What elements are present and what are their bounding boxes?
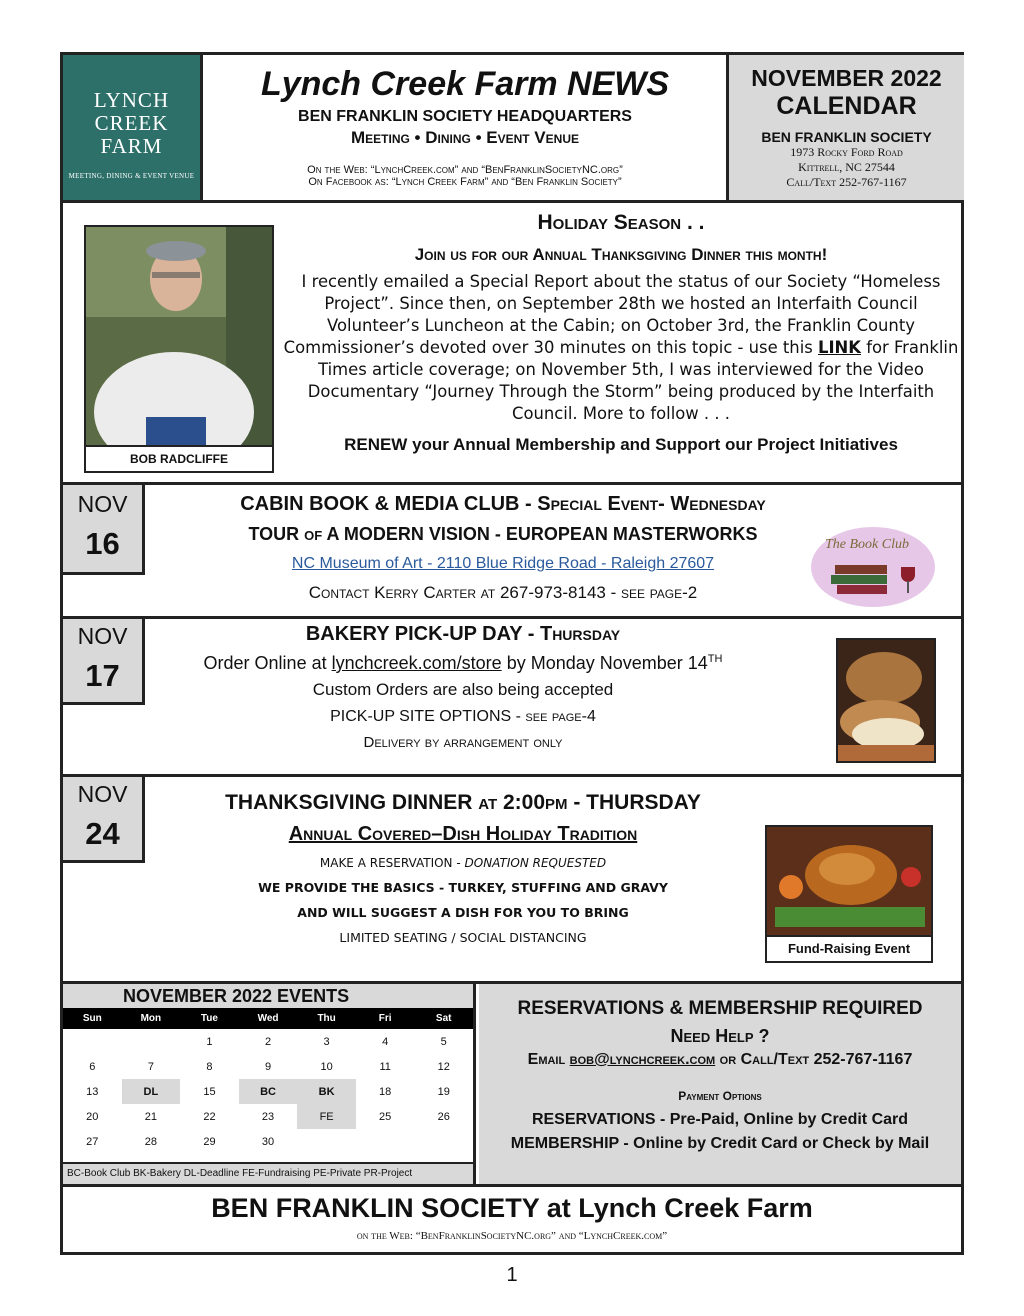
- holiday-heading: Holiday Season . .: [537, 211, 705, 234]
- weekday-4: Thu: [317, 1013, 336, 1024]
- reservations-heading: RESERVATIONS & MEMBERSHIP REQUIRED: [517, 998, 923, 1019]
- footer-title: BEN FRANKLIN SOCIETY at Lynch Creek Farm: [211, 1193, 813, 1223]
- divider: [63, 482, 961, 485]
- dish-note: AND WILL SUGGEST A DISH FOR YOU TO BRING: [297, 905, 629, 920]
- thanksgiving-invite: Join us for our Annual Thanksgiving Dinner this month!: [414, 245, 828, 264]
- weekday-5: Fri: [378, 1013, 392, 1024]
- newsletter-title: Lynch Creek Farm NEWS: [260, 65, 670, 103]
- newsletter-page: [60, 52, 964, 1255]
- facebook-links[interactable]: On Facebook as: “Lynch Creek Farm” and “Ben Franklin Society”: [308, 176, 622, 188]
- museum-link[interactable]: NC Museum of Art - 2110 Blue Ridge Road - Raleigh 27607: [291, 555, 715, 572]
- calendar-day: [414, 1129, 473, 1154]
- calendar-day[interactable]: 4: [382, 1035, 389, 1048]
- email-link[interactable]: bob@lynchcreek.com: [569, 1051, 716, 1068]
- weekday-header: [63, 1008, 473, 1029]
- date-nov-16: NOV 16: [63, 485, 145, 575]
- calendar-day[interactable]: 11: [379, 1060, 391, 1073]
- fund-raising-caption: Fund-Raising Event: [767, 935, 931, 961]
- turkey-photo: [765, 825, 933, 963]
- tour-title: TOUR of A MODERN VISION - EUROPEAN MASTERWORKS: [248, 524, 758, 544]
- photo-caption: BOB RADCLIFFE: [86, 445, 272, 471]
- book-club-logo: The Book Club: [809, 525, 937, 609]
- page-number: 1: [506, 1264, 518, 1286]
- address-line1: 1973 Rocky Ford Road: [790, 145, 903, 159]
- bread-photo: [836, 638, 936, 763]
- weekday-2: Tue: [200, 1013, 218, 1024]
- calendar-day[interactable]: BK: [297, 1079, 356, 1104]
- weekday-0: Sun: [82, 1013, 102, 1024]
- order-online: Order Online at lynchcreek.com/store by Monday November 14TH: [203, 653, 723, 673]
- calendar-week: [63, 1079, 473, 1104]
- calendar-day[interactable]: 1: [206, 1035, 213, 1048]
- calendar-week: [63, 1029, 473, 1054]
- calendar-day[interactable]: BC: [239, 1079, 298, 1104]
- calendar-day[interactable]: 6: [89, 1060, 96, 1073]
- need-help: Need Help ?: [670, 1026, 770, 1046]
- masthead: [206, 55, 724, 200]
- contact-line: Email bob@lynchcreek.com or Call/Text 252-767-1167: [527, 1051, 913, 1068]
- covered-dish-tradition: Annual Covered–Dish Holiday Tradition: [288, 823, 638, 845]
- thanksgiving-title: THANKSGIVING DINNER at 2:00pm - THURSDAY: [225, 791, 701, 814]
- divider: [63, 200, 961, 203]
- calendar-day[interactable]: 30: [261, 1135, 275, 1148]
- calendar-day[interactable]: 29: [203, 1135, 216, 1148]
- calendar-day[interactable]: 25: [379, 1110, 392, 1123]
- calendar-day[interactable]: 8: [206, 1060, 213, 1073]
- calendar-day[interactable]: 18: [379, 1085, 392, 1098]
- calendar-header: [726, 55, 964, 200]
- calendar-day: [297, 1129, 356, 1154]
- membership-payment: MEMBERSHIP - Online by Credit Card or Check by Mail: [510, 1135, 930, 1152]
- bakery-title: BAKERY PICK-UP DAY - Thursday: [305, 623, 621, 645]
- weekday-6: Sat: [435, 1013, 452, 1024]
- article-link[interactable]: LINK: [818, 338, 861, 357]
- calendar-grid: [63, 1008, 473, 1154]
- calendar-label: CALENDAR: [776, 92, 917, 120]
- divider: [63, 616, 961, 619]
- calendar-day[interactable]: 23: [261, 1110, 275, 1123]
- calendar-day[interactable]: 3: [323, 1035, 330, 1048]
- reservations-panel: [479, 984, 961, 1184]
- divider: [63, 774, 961, 777]
- custom-orders: Custom Orders are also being accepted: [312, 680, 614, 699]
- calendar-day: [122, 1029, 181, 1054]
- date-nov-24: NOV 24: [63, 777, 145, 863]
- phone-line: Call/Text 252-767-1167: [786, 175, 907, 189]
- store-link[interactable]: lynchcreek.com/store: [331, 653, 502, 673]
- renew-membership: RENEW your Annual Membership and Support our Project Initiatives: [344, 435, 898, 454]
- weekday-3: Wed: [257, 1013, 279, 1024]
- portrait-image: [86, 227, 272, 445]
- calendar-title: NOVEMBER 2022 EVENTS: [63, 984, 473, 1008]
- reservation-note: MAKE A RESERVATION - DONATION REQUESTED: [319, 856, 607, 870]
- lynch-creek-farm-logo: LYNCH CREEK FARM MEETING, DINING & EVENT VENUE: [63, 55, 203, 200]
- calendar-day: [356, 1129, 415, 1154]
- calendar-day[interactable]: 15: [203, 1085, 216, 1098]
- calendar-day[interactable]: 12: [437, 1060, 450, 1073]
- calendar-day[interactable]: FE: [297, 1104, 356, 1129]
- calendar-day[interactable]: DL: [122, 1079, 181, 1104]
- delivery-note: Delivery by arrangement only: [363, 734, 563, 751]
- calendar-day[interactable]: 13: [86, 1085, 99, 1098]
- address-line2: Kittrell, NC 27544: [798, 160, 895, 174]
- calendar-day[interactable]: 22: [203, 1110, 216, 1123]
- calendar-day[interactable]: 21: [144, 1110, 157, 1123]
- calendar-week: [63, 1129, 473, 1154]
- bob-radcliffe-photo: [84, 225, 274, 473]
- calendar-day[interactable]: 28: [144, 1135, 157, 1148]
- mini-calendar: [63, 984, 476, 1184]
- org-name: BEN FRANKLIN SOCIETY: [761, 129, 932, 145]
- calendar-day[interactable]: 5: [440, 1035, 447, 1048]
- calendar-day[interactable]: 2: [264, 1035, 272, 1048]
- calendar-week: [63, 1054, 473, 1079]
- calendar-day[interactable]: 9: [264, 1060, 272, 1073]
- calendar-legend: BC-Book Club BK-Bakery DL-Deadline FE-Fundraising PE-Private PR-Project: [63, 1162, 473, 1184]
- basics-note: WE PROVIDE THE BASICS - TURKEY, STUFFING AND GRAVY: [258, 880, 668, 895]
- weekday-1: Mon: [140, 1013, 162, 1024]
- calendar-day: [63, 1029, 122, 1054]
- calendar-day[interactable]: 7: [147, 1060, 154, 1073]
- footer-web-links[interactable]: on the Web: “BenFranklinSocietyNC.org” and “LynchCreek.com”: [356, 1230, 668, 1242]
- reservations-payment: RESERVATIONS - Pre-Paid, Online by Credit Card: [531, 1111, 909, 1128]
- pickup-options: PICK-UP SITE OPTIONS - see page-4: [330, 708, 596, 725]
- calendar-day[interactable]: 27: [86, 1135, 99, 1148]
- calendar-week: [63, 1104, 473, 1129]
- calendar-day[interactable]: 26: [437, 1110, 450, 1123]
- book-club-title: CABIN BOOK & MEDIA CLUB - Special Event- Wednesday: [240, 493, 766, 515]
- payment-options: Payment Options: [678, 1089, 762, 1103]
- date-nov-17: NOV 17: [63, 619, 145, 705]
- calendar-day[interactable]: 10: [320, 1060, 333, 1073]
- web-links[interactable]: On the Web: “LynchCreek.com” and “BenFranklinSocietyNC.org”: [307, 164, 623, 176]
- book-club-contact: Contact Kerry Carter at 267-973-8143 - see page-2: [308, 583, 698, 602]
- newsletter-subtitle: BEN FRANKLIN SOCIETY HEADQUARTERS: [298, 108, 632, 125]
- venue-tagline: Meeting • Dining • Event Venue: [351, 128, 579, 147]
- seating-note: LIMITED SEATING / SOCIAL DISTANCING: [339, 930, 587, 945]
- calendar-month: NOVEMBER 2022: [751, 65, 942, 91]
- intro-paragraph: I recently emailed a Special Report about the status of our Society “Homeless Project”. Since then, on September 28th we hosted an Interfaith Council Volunteer’s Luncheon at the Cabin; on October 3rd, the Franklin County Commissioner’s devoted over 30 minutes on this topic - use this LINK for Franklin Times article coverage; on November 5th, I was interviewed for the Video Documentary “Journey Through the Storm” being produced by the Interfaith Council. More to follow . . .: [283, 272, 959, 423]
- calendar-day[interactable]: 19: [437, 1085, 450, 1098]
- calendar-day[interactable]: 20: [86, 1110, 99, 1123]
